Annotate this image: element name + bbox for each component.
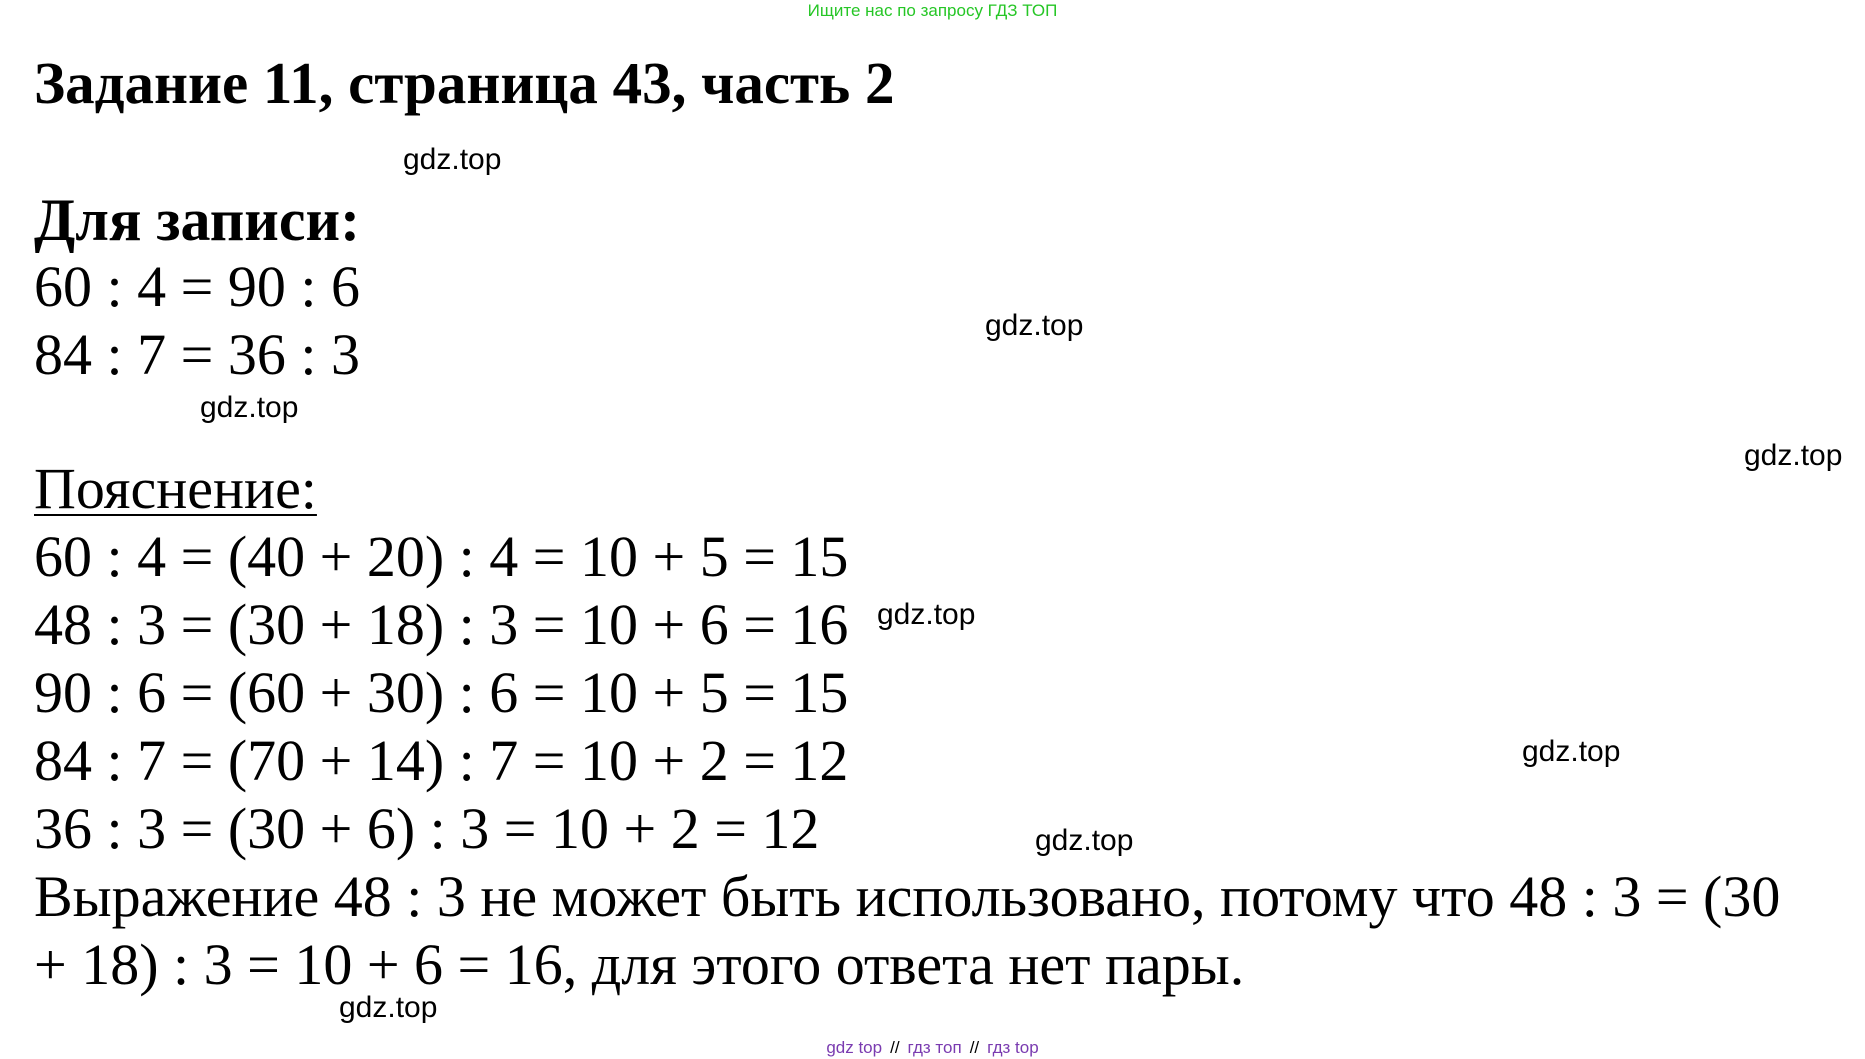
- explanation-line: 90 : 6 = (60 + 30) : 6 = 10 + 5 = 15: [34, 660, 849, 725]
- footer-link-gdz-top-mixed[interactable]: гдз top: [987, 1038, 1039, 1057]
- top-banner[interactable]: Ищите нас по запросу ГДЗ ТОП: [807, 1, 1058, 20]
- watermark: gdz.top: [1035, 824, 1134, 857]
- explanation-line: 84 : 7 = (70 + 14) : 7 = 10 + 2 = 12: [34, 728, 849, 793]
- record-heading: Для записи:: [34, 187, 361, 253]
- explanation-heading: Пояснение:: [34, 456, 317, 521]
- record-line: 60 : 4 = 90 : 6: [34, 254, 360, 319]
- watermark: gdz.top: [1522, 735, 1621, 768]
- explanation-line: 60 : 4 = (40 + 20) : 4 = 10 + 5 = 15: [34, 524, 849, 589]
- footer-links: [0, 1038, 1865, 1058]
- watermark: gdz.top: [339, 991, 438, 1024]
- explanation-line: 48 : 3 = (30 + 18) : 3 = 10 + 6 = 16: [34, 592, 849, 657]
- conclusion-line: Выражение 48 : 3 не может быть использовано, потому что 48 : 3 = (30: [34, 864, 1781, 929]
- footer-link-gdz-top[interactable]: gdz top: [826, 1038, 883, 1057]
- conclusion-text: [34, 863, 1834, 999]
- watermark: gdz.top: [403, 143, 502, 176]
- watermark: gdz.top: [877, 598, 976, 631]
- footer-link-gdz-top-ru[interactable]: гдз топ: [907, 1038, 962, 1057]
- record-equations: [34, 253, 360, 389]
- explanation-line: 36 : 3 = (30 + 6) : 3 = 10 + 2 = 12: [34, 796, 820, 861]
- footer-separator: //: [969, 1038, 980, 1057]
- record-line: 84 : 7 = 36 : 3: [34, 322, 360, 387]
- footer-separator: //: [890, 1038, 900, 1057]
- watermark: gdz.top: [1744, 439, 1843, 472]
- explanation-lines: [34, 523, 848, 863]
- watermark: gdz.top: [985, 309, 1084, 342]
- conclusion-line: + 18) : 3 = 10 + 6 = 16, для этого ответа нет пары.: [34, 932, 1245, 997]
- page-title: Задание 11, страница 43, часть 2: [34, 50, 895, 116]
- watermark: gdz.top: [200, 391, 299, 424]
